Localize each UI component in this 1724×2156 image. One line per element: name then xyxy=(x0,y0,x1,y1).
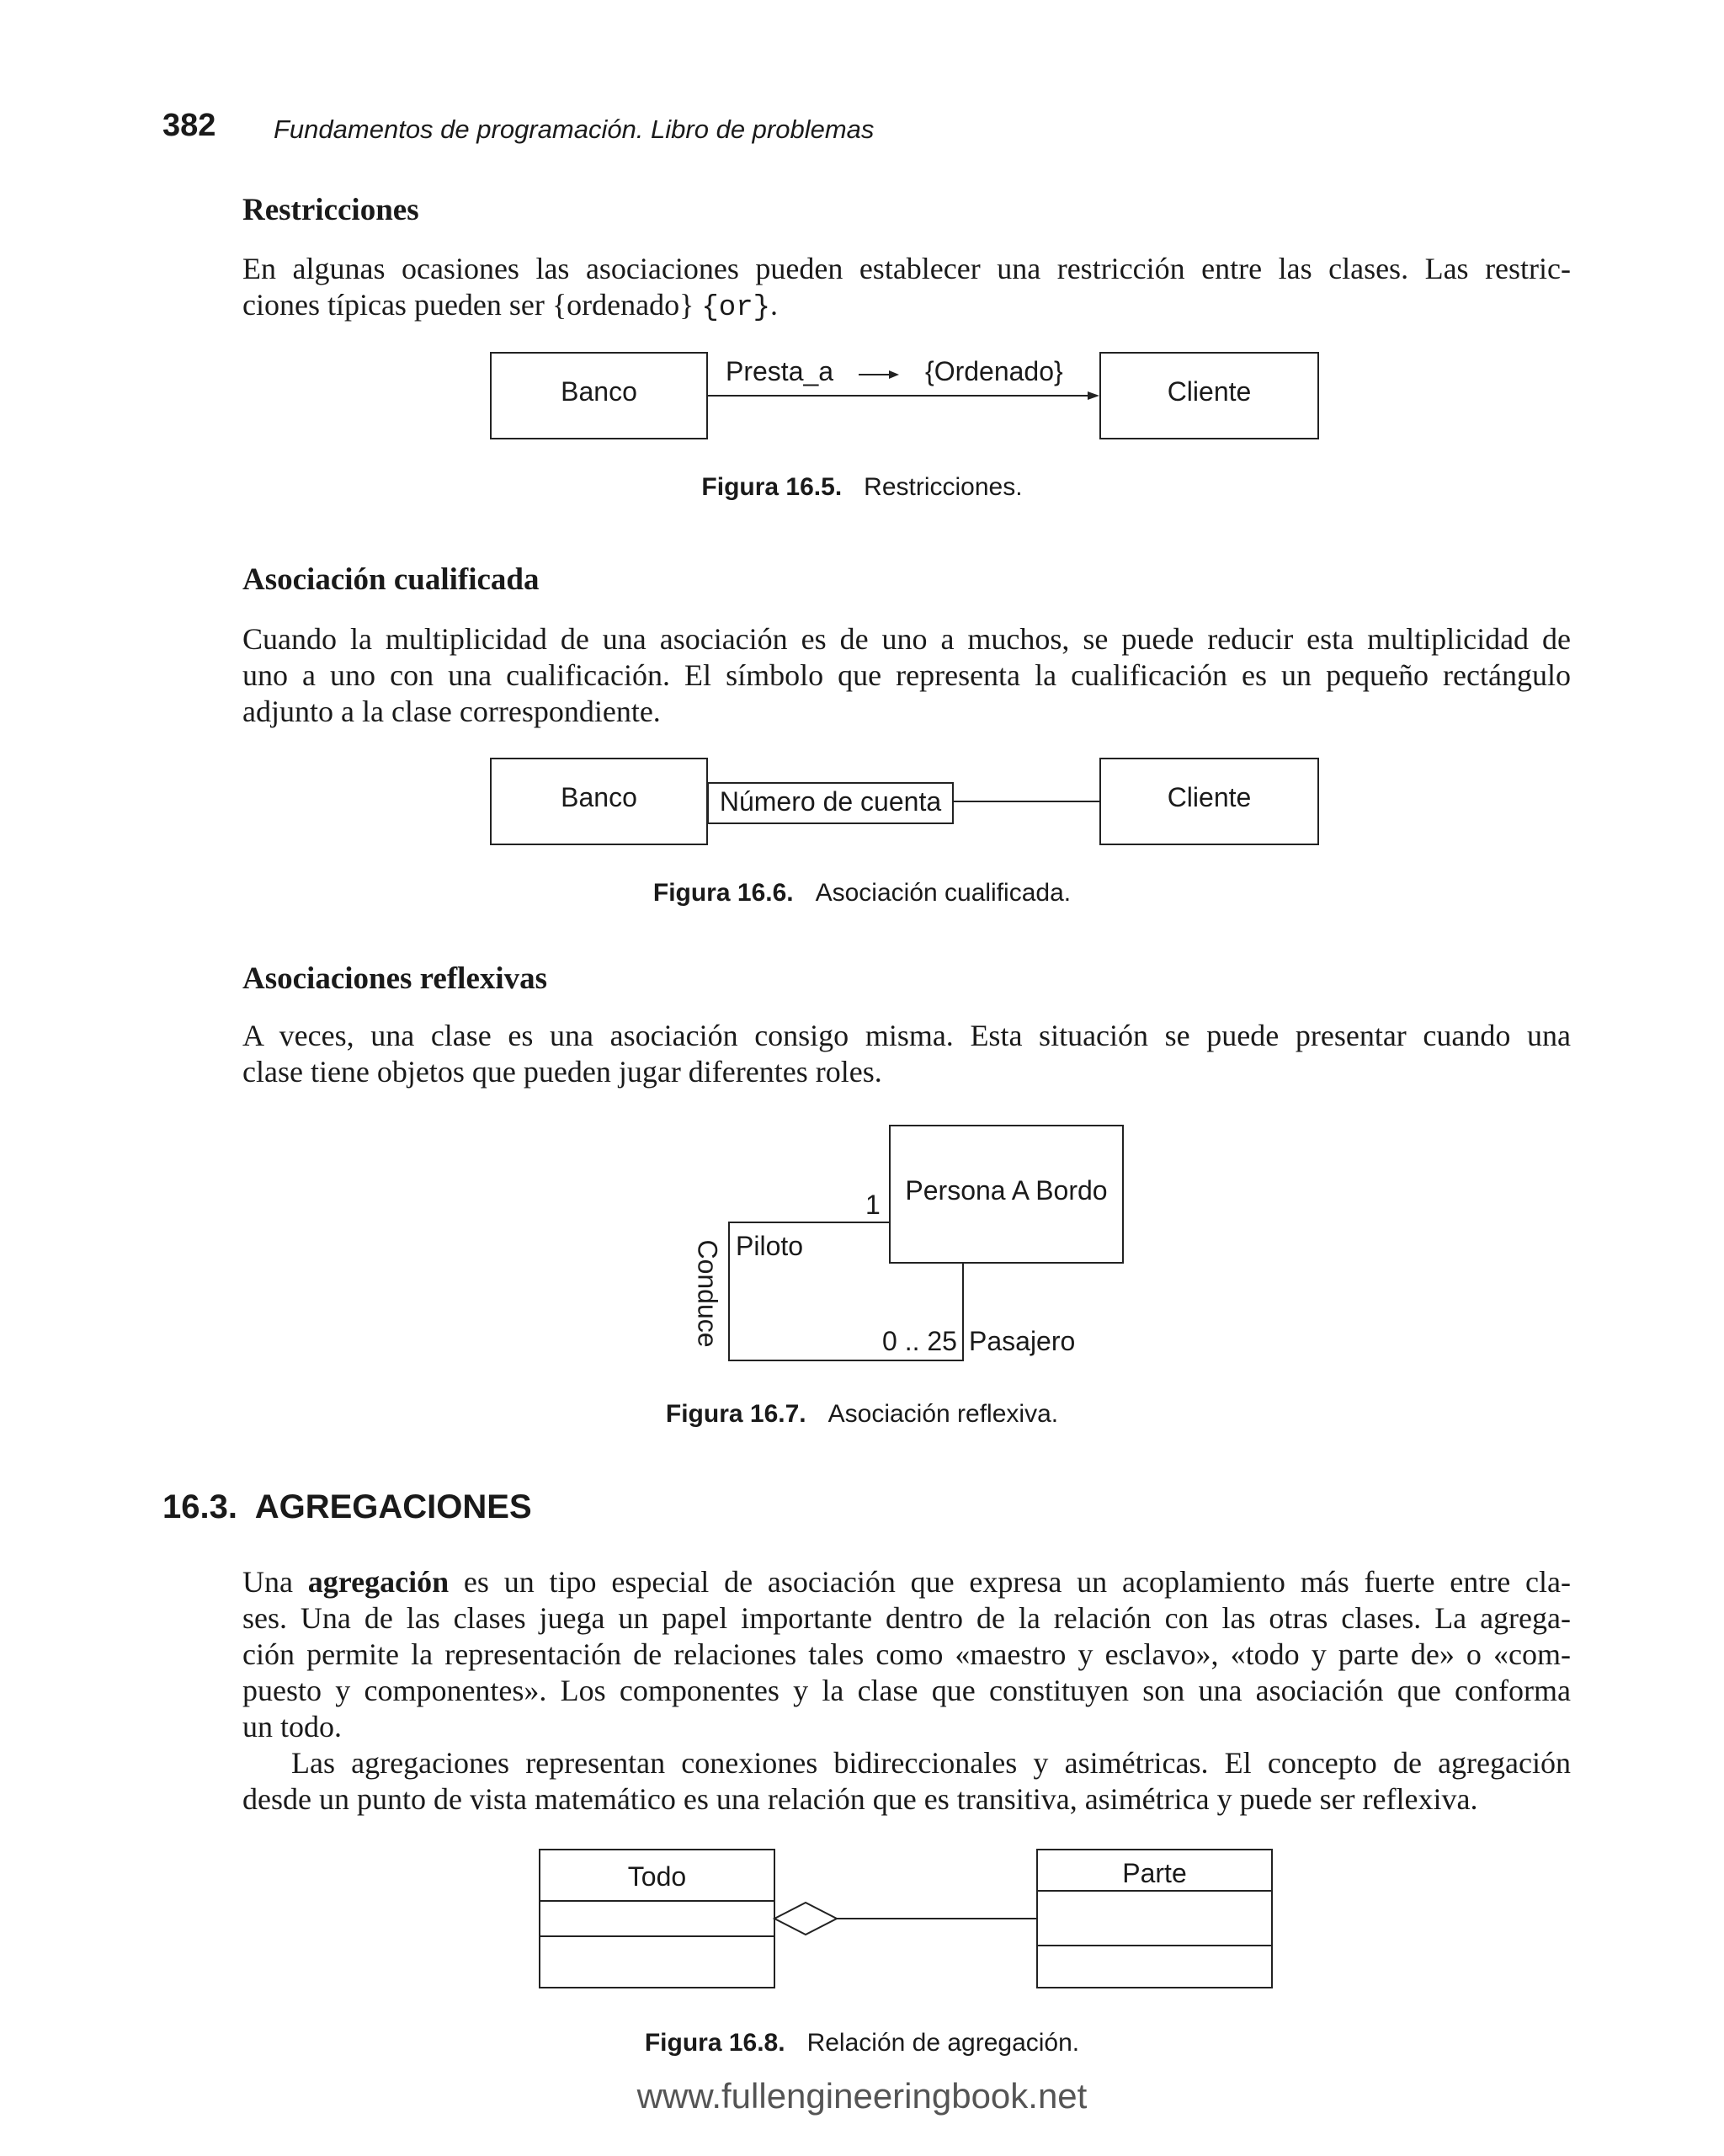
caption-label: Figura 16.7. xyxy=(665,1400,806,1428)
text-fragment: es un tipo especial de asociación que expresa un acoplamiento más fuerte entre cla- xyxy=(449,1565,1571,1599)
multiplicity-many: 0 .. 25 xyxy=(882,1326,957,1356)
caption-label: Figura 16.6. xyxy=(652,879,794,907)
class-label-banco: Banco xyxy=(561,782,637,812)
class-label-cliente: Cliente xyxy=(1167,782,1252,812)
association-label-conduce: Conduce xyxy=(692,1239,723,1348)
text-fragment: . xyxy=(770,288,779,322)
text-line: Las agregaciones representan conexiones bidireccionales y asimétricas. El concepto de agregación xyxy=(291,1746,1571,1780)
text-line: puesto y componentes». Los componentes y la clase que constituyen son una asociación que conforma xyxy=(242,1674,1571,1707)
page-number: 382 xyxy=(162,108,216,143)
text-line: A veces, una clase es una asociación consigo misma. Esta situación se puede presentar cuando una xyxy=(242,1019,1571,1052)
caption-text: Relación de agregación. xyxy=(806,2029,1080,2057)
association-name: Presta_a xyxy=(726,356,834,386)
qualifier-label: Número de cuenta xyxy=(719,786,942,817)
text-line: un todo. xyxy=(242,1710,343,1743)
section-heading: 16.3. AGREGACIONES xyxy=(162,1488,532,1525)
class-label-todo: Todo xyxy=(627,1861,687,1892)
code-or: {or} xyxy=(701,292,771,324)
text-line: ses. Una de las clases juega un papel importante dentro de la relación con las otras clases. La agrega- xyxy=(242,1601,1571,1635)
text-line: En algunas ocasiones las asociaciones pueden establecer una restricción entre las clases. Las restric- xyxy=(242,252,1571,285)
text-line: desde un punto de vista matemático es una relación que es transitiva, asimétrica y puede ser reflexiva. xyxy=(242,1782,1478,1816)
text-line: ción permite la representación de relaciones tales como «maestro y esclavo», «todo y parte de» o «com- xyxy=(242,1637,1571,1671)
multiplicity-one: 1 xyxy=(865,1190,881,1220)
running-header-title: Fundamentos de programación. Libro de problemas xyxy=(274,114,875,144)
class-label-banco: Banco xyxy=(561,376,637,407)
text-line: clase tiene objetos que pueden jugar diferentes roles. xyxy=(242,1055,882,1089)
text-line: adjunto a la clase correspondiente. xyxy=(242,695,661,728)
subheading-asociacion-cualificada: Asociación cualificada xyxy=(242,562,540,597)
term-agregacion: agregación xyxy=(307,1565,450,1599)
caption-label: Figura 16.5. xyxy=(701,473,843,501)
text-fragment: Una xyxy=(242,1565,308,1599)
text-line: uno a uno con una cualificación. El símbolo que representa la cualificación es un pequeño rectángulo xyxy=(242,658,1571,692)
caption-figure-16-8 xyxy=(0,2029,1724,2058)
class-label-parte: Parte xyxy=(1122,1858,1187,1888)
role-piloto: Piloto xyxy=(736,1231,804,1261)
text-fragment: ciones típicas pueden ser {ordenado} xyxy=(242,288,702,322)
caption-text: Restricciones. xyxy=(864,473,1023,501)
caption-label: Figura 16.8. xyxy=(644,2029,785,2057)
class-label-cliente: Cliente xyxy=(1167,376,1252,407)
caption-text: Asociación reflexiva. xyxy=(827,1400,1059,1428)
role-pasajero: Pasajero xyxy=(969,1326,1076,1356)
constraint-label: {Ordenado} xyxy=(925,356,1063,386)
aggregation-diamond-icon xyxy=(774,1903,837,1935)
caption-text: Asociación cualificada. xyxy=(815,879,1072,907)
subheading-restricciones: Restricciones xyxy=(242,193,419,227)
class-label-persona-a-bordo: Persona A Bordo xyxy=(905,1175,1108,1206)
text-line: Cuando la multiplicidad de una asociación es de uno a muchos, se puede reducir esta multiplicidad de xyxy=(242,622,1571,656)
watermark-url: www.fullengineeringbook.net xyxy=(636,2076,1088,2116)
subheading-asociaciones-reflexivas: Asociaciones reflexivas xyxy=(242,961,548,996)
